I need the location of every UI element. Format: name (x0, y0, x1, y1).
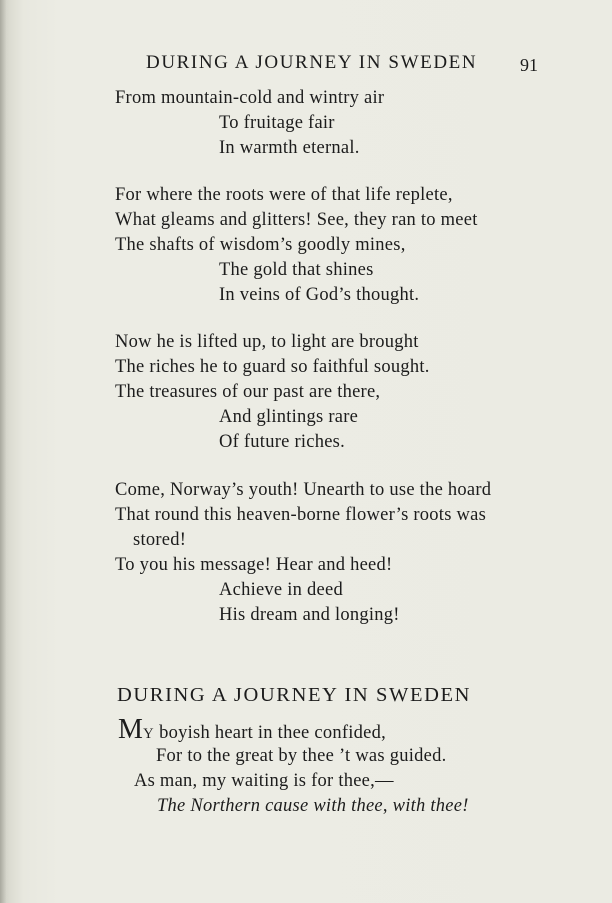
small-caps-text: Y (143, 726, 155, 742)
poem-line: stored! (133, 530, 187, 550)
poem-line: In veins of God’s thought. (219, 285, 420, 305)
poem-line: That round this heaven-borne flower’s roots was (115, 505, 487, 525)
poem-title: DURING A JOURNEY IN SWEDEN (117, 684, 472, 706)
poem-line: From mountain-cold and wintry air (115, 88, 385, 108)
poem-line: His dream and longing! (219, 605, 400, 625)
drop-cap: M (118, 714, 144, 745)
line-text: boyish heart in thee confided, (154, 723, 386, 743)
page-gutter-shadow (0, 0, 6, 903)
poem-line: To you his message! Hear and heed! (115, 555, 393, 575)
poem-line: In warmth eternal. (219, 138, 360, 158)
italic-text: with thee! (387, 796, 469, 816)
poem-line: The gold that shines (219, 260, 374, 280)
running-head: DURING A JOURNEY IN SWEDEN (146, 52, 478, 73)
comma: , (382, 796, 388, 816)
poem-line: As man, my waiting is for thee,— (134, 771, 394, 791)
poem-line: The shafts of wisdom’s goodly mines, (115, 235, 406, 255)
poem-line: Of future riches. (219, 432, 345, 452)
poem-line: What gleams and glitters! See, they ran to meet (115, 210, 478, 230)
poem-line: Achieve in deed (219, 580, 343, 600)
poem-line: The treasures of our past are there, (115, 382, 381, 402)
italic-text: The Northern cause with thee (157, 796, 383, 816)
poem-line (157, 795, 469, 817)
poem-line (118, 714, 386, 745)
poem-line: And glintings rare (219, 407, 359, 427)
poem-line: For where the roots were of that life replete, (115, 185, 453, 205)
poem-line: Now he is lifted up, to light are brought (115, 332, 419, 352)
poem-line: For to the great by thee ’t was guided. (156, 746, 447, 766)
poem-line: To fruitage fair (219, 113, 335, 133)
poem-line: Come, Norway’s youth! Unearth to use the hoard (115, 480, 492, 500)
page-number: 91 (520, 55, 538, 75)
poem-line: The riches he to guard so faithful sought. (115, 357, 430, 377)
